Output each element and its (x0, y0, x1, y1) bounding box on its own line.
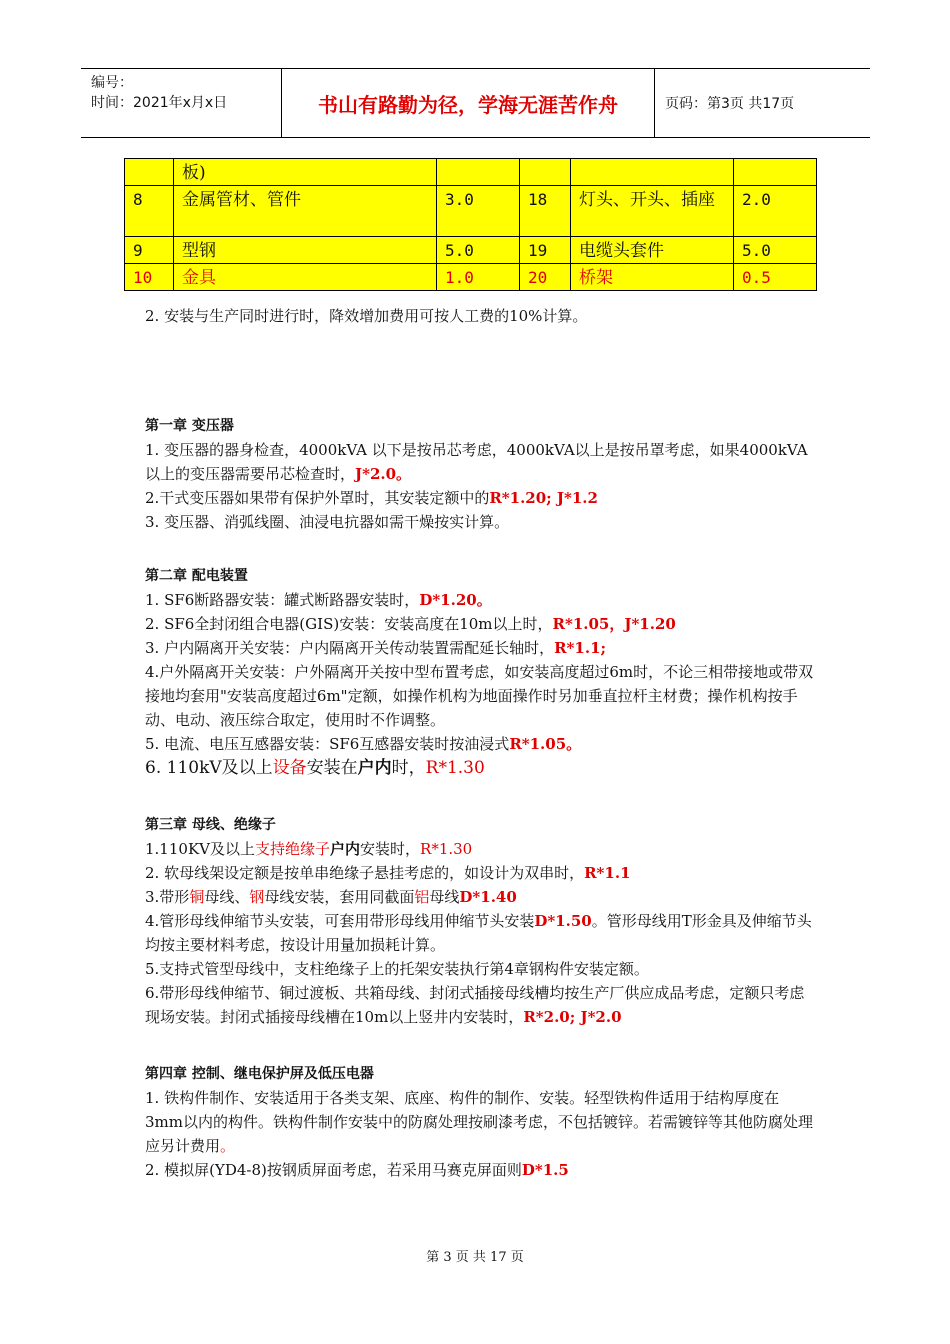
table-cell: 19 (520, 237, 571, 264)
table-cell: 板) (174, 159, 437, 186)
table-cell: 型钢 (174, 237, 437, 264)
table-cell: 0.5 (734, 264, 817, 291)
text: 6. 110kV及以上 (145, 758, 273, 778)
table-cell: 2.0 (734, 186, 817, 237)
paragraph (145, 837, 817, 861)
table-cell (520, 159, 571, 186)
rate-factor: R*1.1 (584, 864, 631, 882)
text: 户内 (357, 758, 392, 778)
paragraph (145, 909, 817, 957)
text: 2. 模拟屏(YD4-8)按钢质屏面考虑，若采用马赛克屏面则 (145, 1161, 522, 1179)
time-label: 时间：2021年x月x日 (91, 95, 228, 111)
table-cell: 8 (125, 186, 174, 237)
table-cell: 金具 (174, 264, 437, 291)
text: 2.干式变压器如果带有保护外罩时，其安装定额中的 (145, 489, 490, 507)
table-cell: 灯头、开头、插座 (571, 186, 734, 237)
table-cell: 20 (520, 264, 571, 291)
text: 安装在 (306, 758, 358, 778)
rate-factor: D*1.20。 (419, 591, 492, 609)
rate-factor: R*1.05，J*1.20 (552, 615, 676, 633)
paragraph (145, 885, 817, 909)
table-row (125, 264, 817, 291)
table-cell: 桥架 (571, 264, 734, 291)
rate-factor: D*1.50 (534, 912, 592, 930)
rate-factor: R*1.05。 (509, 735, 582, 753)
paragraph (145, 612, 817, 636)
table-cell (571, 159, 734, 186)
text: 4.管形母线伸缩节头安装，可套用带形母线用伸缩节头安装 (145, 912, 535, 930)
table-cell: 5.0 (437, 237, 520, 264)
rate-factor: R*1.30 (420, 840, 473, 858)
paragraph (145, 1086, 817, 1158)
text: 3. 户内隔离开关安装：户内隔离开关传动装置需配延长轴时， (145, 639, 555, 657)
text: 6.带形母线伸缩节、铜过渡板、共箱母线、封闭式插接母线槽均按生产厂供应成品考虑，定额只考虑现场安装。封闭式插接母线槽在10m以上竖井内安装时， (145, 984, 805, 1026)
paragraph (145, 1158, 817, 1182)
text: 母线安装，套用同截面 (264, 888, 415, 906)
rate-table (124, 158, 817, 291)
chapter-title: 第三章 母线、绝缘子 (145, 817, 276, 833)
paragraph (145, 486, 817, 510)
header-left-cell (81, 69, 282, 137)
table-row (125, 186, 817, 237)
table-cell (734, 159, 817, 186)
paragraph (145, 732, 817, 756)
paragraph: 3. 变压器、消弧线圈、油浸电抗器如需干燥按实计算。 (145, 513, 510, 531)
text: 2. SF6全封闭组合电器(GIS)安装：安装高度在10m以上时， (145, 615, 553, 633)
table-cell (125, 159, 174, 186)
text: 设备 (272, 758, 307, 778)
table-cell: 3.0 (437, 186, 520, 237)
page-header (81, 68, 870, 138)
rate-factor: J*2.0。 (355, 465, 412, 483)
chapter-title: 第二章 配电装置 (145, 568, 248, 584)
text: 1. SF6断路器安装：罐式断路器安装时， (145, 591, 420, 609)
page-footer: 第 3 页 共 17 页 (426, 1250, 524, 1265)
text: 户内 (330, 840, 361, 858)
chapter-title: 第一章 变压器 (145, 418, 234, 434)
text: 2. 软母线架设定额是按单串绝缘子悬挂考虑的，如设计为双串时， (145, 864, 585, 882)
table-cell: 10 (125, 264, 174, 291)
rate-factor: D*1.40 (459, 888, 517, 906)
paragraph (145, 438, 817, 486)
table-row (125, 237, 817, 264)
text: 。管形母线用T形金具及伸缩节头均按主要材料考虑，按设计用量加损耗计算。 (145, 912, 812, 954)
chapter-2 (145, 564, 817, 780)
text: 1. 变压器的器身检查，4000kVA 以下是按吊芯考虑，4000kVA以上是按吊罩考虑，如果4000kVA以上的变压器需要吊芯检查时， (145, 441, 808, 483)
motto: 书山有路勤为径，学海无涯苦作舟 (282, 69, 655, 137)
paragraph (145, 588, 817, 612)
text: 安装时， (360, 840, 421, 858)
text: 3.带形 (145, 888, 190, 906)
rate-factor: R*1.30 (425, 758, 485, 778)
chapter-3 (145, 813, 817, 1029)
text: 钢 (249, 888, 265, 906)
table-cell (437, 159, 520, 186)
chapter-title: 第四章 控制、继电保护屏及低压电器 (145, 1066, 374, 1082)
paragraph (145, 636, 817, 660)
table-cell: 5.0 (734, 237, 817, 264)
paragraph: 5.支持式管型母线中，支柱绝缘子上的托架安装执行第4章钢构件安装定额。 (145, 960, 649, 978)
rate-factor: R*1.1; (554, 639, 607, 657)
text: 5. 电流、电压互感器安装：SF6互感器安装时按油浸式 (145, 735, 510, 753)
table-cell: 电缆头套件 (571, 237, 734, 264)
text: 母线 (429, 888, 460, 906)
chapter-4 (145, 1062, 817, 1182)
table-note: 2. 安装与生产同时进行时，降效增加费用可按人工费的10%计算。 (145, 307, 588, 325)
text: 铜 (189, 888, 205, 906)
rate-factor: R*2.0; J*2.0 (523, 1008, 622, 1026)
paragraph: 4.户外隔离开关安装：户外隔离开关按中型布置考虑，如安装高度超过6m时，不论三相带接地或带双接地均套用"安装高度超过6m"定额，如操作机构为地面操作时另加垂直拉杆主材费；操作机构按手动、电动、液压综合取定，使用时不作调整。 (145, 663, 814, 729)
table-cell: 9 (125, 237, 174, 264)
paragraph (145, 981, 817, 1029)
text: 时， (391, 758, 426, 778)
table-cell: 金属管材、管件 (174, 186, 437, 237)
table-cell: 1.0 (437, 264, 520, 291)
text: 。 (220, 1137, 236, 1155)
paragraph (145, 756, 817, 780)
rate-factor: R*1.20; J*1.2 (489, 489, 598, 507)
text: 母线、 (204, 888, 250, 906)
text: 支持绝缘子 (254, 840, 330, 858)
text: 铝 (414, 888, 430, 906)
number-label: 编号： (91, 75, 133, 91)
paragraph (145, 861, 817, 885)
rate-factor: D*1.5 (521, 1161, 569, 1179)
text: 1. 铁构件制作、安装适用于各类支架、底座、构件的制作、安装。轻型铁构件适用于结构厚度在3mm以内的构件。铁构件制作安装中的防腐处理按刷漆考虑，不包括镀锌。若需镀锌等其他防腐处理应另计费用 (145, 1089, 813, 1155)
table-row (125, 159, 817, 186)
page-label: 页码：第3页 共17页 (665, 96, 795, 112)
table-cell: 18 (520, 186, 571, 237)
text: 1.110KV及以上 (145, 840, 255, 858)
chapter-1 (145, 414, 817, 534)
